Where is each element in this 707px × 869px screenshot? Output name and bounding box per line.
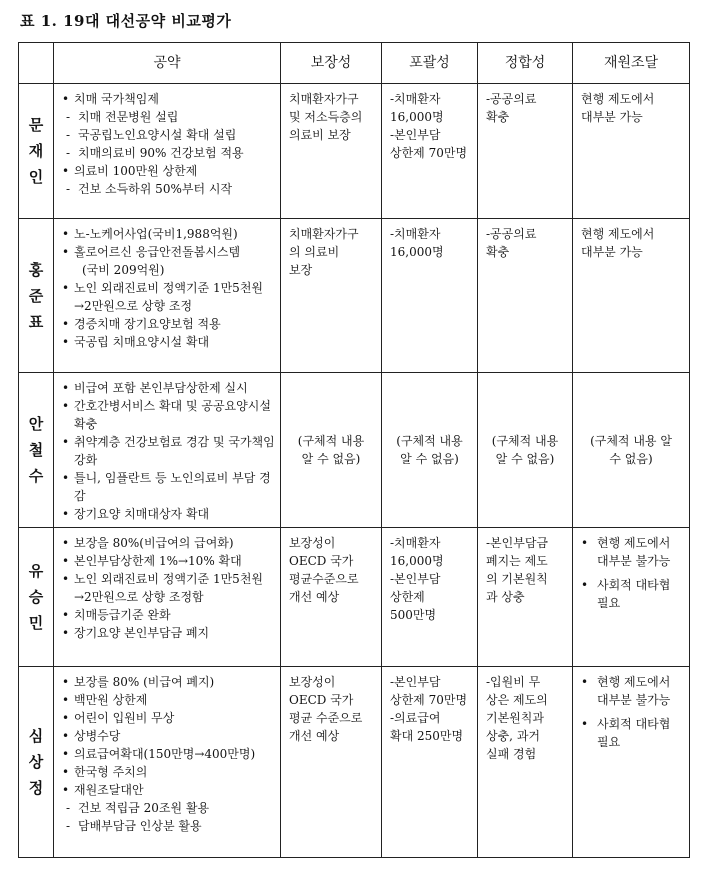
candidate-label: 안철수 xyxy=(28,415,44,485)
header-funding: 재원조달 xyxy=(573,43,690,84)
funding-item: • 사회적 대타협 필요 xyxy=(581,715,683,751)
coverage-cell: (구체적 내용 알 수 없음) xyxy=(281,373,382,528)
pledge-item: • 홀로어르신 응급안전돌봄시스템 xyxy=(62,243,276,261)
table-row xyxy=(19,84,690,219)
coverage-cell: 치매환자가구 및 저소득층의 의료비 보장 xyxy=(281,84,382,219)
pledge-item: • 장기요양 본인부담금 폐지 xyxy=(62,624,276,642)
table-title: 표 1. 19대 대선공약 비교평가 xyxy=(20,12,232,30)
coverage-cell: 치매환자가구 의 의료비 보장 xyxy=(281,219,382,373)
pledge-item: • 어린이 입원비 무상 xyxy=(62,709,276,727)
pledge-item: - 국공립노인요양시설 확대 설립 xyxy=(62,126,276,144)
funding-cell: 현행 제도에서 대부분 가능 xyxy=(573,219,690,373)
pledge-item: - 치매의료비 90% 건강보험 적용 xyxy=(62,144,276,162)
pledge-item: • 간호간병서비스 확대 및 공공요양시설 확충 xyxy=(62,397,276,433)
pledge-item: • 국공립 치매요양시설 확대 xyxy=(62,333,276,351)
funding-item: • 현행 제도에서 대부분 불가능 xyxy=(581,673,683,709)
header-inclusiveness: 포괄성 xyxy=(382,43,478,84)
candidate-label: 심상정 xyxy=(28,727,44,797)
pledge-item: - 건보 소득하위 50%부터 시작 xyxy=(62,180,276,198)
pledge-item: • 상병수당 xyxy=(62,727,276,745)
funding-item: • 현행 제도에서 대부분 불가능 xyxy=(581,534,683,570)
header-row xyxy=(19,43,690,84)
inclusiveness-cell: -본인부담 상한제 70만명 -의료급여 확대 250만명 xyxy=(382,667,478,858)
pledge-item: • 경증치매 장기요양보험 적용 xyxy=(62,315,276,333)
pledge-item: - 담배부담금 인상분 활용 xyxy=(62,817,276,835)
pledge-item: • 본인부담상한제 1%→10% 확대 xyxy=(62,552,276,570)
pledge-item: • 재원조달대안 xyxy=(62,781,276,799)
pledge-item: • 치매 국가책임제 xyxy=(62,90,276,108)
candidate-name xyxy=(19,667,54,858)
pledge-item: • 의료급여확대(150만명→400만명) xyxy=(62,745,276,763)
table-row xyxy=(19,528,690,667)
table-row xyxy=(19,373,690,528)
pledge-item: • 노-노케어사업(국비1,988억원) xyxy=(62,225,276,243)
inclusiveness-cell: -치매환자 16,000명 -본인부담 상한제 500만명 xyxy=(382,528,478,667)
pledge-item: • 노인 외래진료비 정액기준 1만5천원→2만원으로 상향 조정함 xyxy=(62,570,276,606)
inclusiveness-cell: -치매환자 16,000명 xyxy=(382,219,478,373)
table-row xyxy=(19,219,690,373)
coverage-cell: 보장성이 OECD 국가 평균 수준으로 개선 예상 xyxy=(281,667,382,858)
header-blank xyxy=(19,43,54,84)
funding-cell: 현행 제도에서 대부분 가능 xyxy=(573,84,690,219)
candidate-name xyxy=(19,373,54,528)
header-pledge: 공약 xyxy=(54,43,281,84)
coverage-cell: 보장성이 OECD 국가 평균수준으로 개선 예상 xyxy=(281,528,382,667)
header-consistency: 정합성 xyxy=(478,43,573,84)
pledge-list xyxy=(54,219,281,373)
pledge-item: • 의료비 100만원 상한제 xyxy=(62,162,276,180)
funding-cell xyxy=(573,528,690,667)
candidate-label: 홍준표 xyxy=(28,260,44,331)
consistency-cell: -입원비 무 상은 제도의 기본원칙과 상충, 과거 실패 경험 xyxy=(478,667,573,858)
consistency-cell: -본인부담금 폐지는 제도 의 기본원칙 과 상충 xyxy=(478,528,573,667)
inclusiveness-cell: (구체적 내용 알 수 없음) xyxy=(382,373,478,528)
candidate-name xyxy=(19,219,54,373)
pledge-list xyxy=(54,667,281,858)
pledge-item: • 보장를 80% (비급여 폐지) xyxy=(62,673,276,691)
header-coverage: 보장성 xyxy=(281,43,382,84)
candidate-name xyxy=(19,528,54,667)
table-row xyxy=(19,667,690,858)
pledge-item: • 취약계층 건강보험료 경감 및 국가책임 강화 xyxy=(62,433,276,469)
pledge-item: • 틀니, 임플란트 등 노인의료비 부담 경감 xyxy=(62,469,276,505)
comparison-table xyxy=(18,42,690,858)
pledge-item: - 치매 전문병원 설립 xyxy=(62,108,276,126)
pledge-list xyxy=(54,84,281,219)
pledge-item: • 백만원 상한제 xyxy=(62,691,276,709)
inclusiveness-cell: -치매환자 16,000명 -본인부담 상한제 70만명 xyxy=(382,84,478,219)
pledge-list xyxy=(54,528,281,667)
consistency-cell: (구체적 내용 알 수 없음) xyxy=(478,373,573,528)
funding-cell xyxy=(573,667,690,858)
candidate-label: 문재인 xyxy=(28,116,44,186)
funding-item: • 사회적 대타협 필요 xyxy=(581,576,683,612)
pledge-item: - 건보 적립금 20조원 활용 xyxy=(62,799,276,817)
pledge-item: • 치매등급기준 완화 xyxy=(62,606,276,624)
candidate-name xyxy=(19,84,54,219)
pledge-item: • 보장을 80%(비급여의 급여화) xyxy=(62,534,276,552)
pledge-item: • 노인 외래진료비 정액기준 1만5천원→2만원으로 상향 조정 xyxy=(62,279,276,315)
pledge-item: • 비급여 포함 본인부담상한제 실시 xyxy=(62,379,276,397)
consistency-cell: -공공의료 확충 xyxy=(478,219,573,373)
consistency-cell: -공공의료 확충 xyxy=(478,84,573,219)
pledge-item: (국비 209억원) xyxy=(82,263,165,277)
pledge-item: • 한국형 주치의 xyxy=(62,763,276,781)
candidate-label: 유승민 xyxy=(28,562,44,632)
pledge-list xyxy=(54,373,281,528)
pledge-item: • 장기요양 치매대상자 확대 xyxy=(62,505,276,523)
funding-cell: (구체적 내용 알 수 없음) xyxy=(573,373,690,528)
